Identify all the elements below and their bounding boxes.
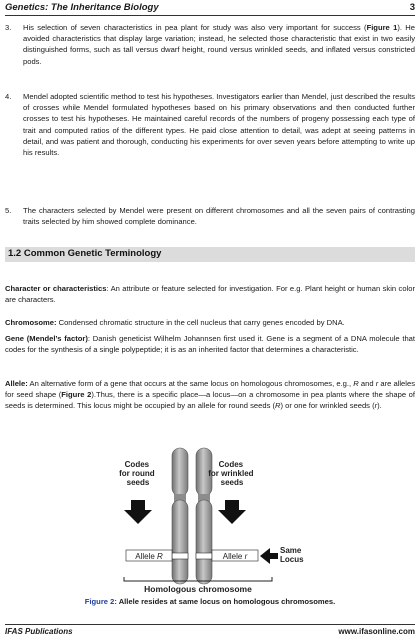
section-heading-bar: [5, 247, 415, 262]
list-item-4: [5, 91, 415, 158]
term-chromosome: [5, 317, 415, 328]
item-number: 4.: [5, 92, 12, 101]
item-text-part: ). He avoided characteristics that display large variation; instead, he selected those characteristic that exist in two easily distinguished forms, such as tall versus dwarf height, round versus wrinkled seeds, and inflated versus constricted pods.: [23, 23, 415, 66]
figure-caption: [5, 597, 415, 606]
allele-right-label: [223, 552, 248, 561]
header-title: Genetics: The Inheritance Biology: [5, 2, 159, 13]
term-definition: ) or one for wrinkled seeds (: [280, 401, 375, 411]
label-wrinkled-seeds: [208, 460, 256, 487]
caption-label: Figure 2:: [84, 597, 117, 606]
footer-website: www.ifasonline.com: [338, 627, 415, 636]
label-line: Same: [280, 546, 302, 555]
term-character: [5, 283, 415, 305]
arrow-down-right-icon: [218, 500, 246, 524]
arrow-left-icon: [260, 548, 278, 564]
allele-var: R: [353, 379, 359, 388]
section-title: 1.2 Common Genetic Terminology: [8, 248, 162, 259]
item-text: [23, 22, 415, 67]
label-line: seeds: [220, 478, 244, 487]
homologous-chromosome-label: Homologous chromosome: [144, 584, 252, 594]
list-item-5: [5, 205, 415, 227]
figure-2-reference: Figure 2: [61, 390, 92, 400]
label-line: Codes: [124, 460, 150, 469]
item-number: 5.: [5, 206, 12, 215]
label-line: Codes: [218, 460, 244, 469]
caption-text: Allele resides at same locus on homologous chromosomes.: [116, 597, 336, 606]
allele-var: r: [375, 379, 379, 388]
allele-left-label: [135, 552, 163, 561]
term-label: Character or characteristics: [5, 284, 107, 293]
item-number: 3.: [5, 23, 12, 32]
footer-publisher: IFAS Publications: [5, 627, 73, 636]
allele-word: Allele: [222, 552, 243, 561]
item-text: The characters selected by Mendel were present on different chromosomes and all the seven pairs of contrasting traits selected by him showed complete dominance.: [23, 206, 415, 227]
term-definition: and: [358, 379, 376, 388]
label-line: Locus: [280, 555, 304, 564]
term-definition: ).: [377, 401, 382, 411]
term-label: Chromosome:: [5, 318, 57, 327]
label-line: for wrinkled: [208, 469, 254, 478]
page-number: 3: [409, 2, 415, 13]
footer-rule: [5, 624, 415, 625]
list-item-3: [5, 22, 415, 67]
term-gene: [5, 333, 415, 355]
left-chromosome: [172, 448, 188, 584]
allele-var: R: [157, 552, 163, 561]
label-line: seeds: [126, 478, 150, 487]
arrow-down-left-icon: [124, 500, 152, 524]
term-definition: Condensed chromatic structure in the cell nucleus that carry genes encoded by DNA.: [56, 318, 345, 327]
item-text-part: His selection of seven characteristics in pea plant for study was also very important for success (: [23, 23, 367, 32]
term-definition: : An attribute or feature selected for investigation. For e.g. Plant height or human skin color are characters.: [5, 284, 415, 305]
page-header: [5, 2, 415, 15]
header-rule: [5, 15, 415, 16]
allele-var: r: [244, 552, 248, 561]
term-definition: ).Thus, there is a specific place—a locus—on a chromosome in pea plants where the shape of seeds is determined. This locus might be occupied by an allele for round seeds (: [5, 390, 415, 411]
label-line: for round: [119, 469, 155, 478]
figure-1-reference: Figure 1: [366, 23, 398, 32]
term-definition: are alleles for seed shape (: [5, 379, 415, 400]
allele-var: R: [275, 401, 281, 411]
label-round-seeds: [119, 460, 157, 487]
term-definition: : Danish geneticist Wilhelm Johannsen first used it. Gene is a segment of a DNA molecule that codes for the synthesis of a single polypeptide; it is as an inherited factor that determines a characteristic.: [5, 334, 416, 355]
term-label: Gene (Mendel’s factor): [5, 334, 88, 343]
allele-var: r: [374, 401, 378, 411]
item-text: Mendel adopted scientific method to test his hypotheses. Investigators earlier than Mendel, just described the results of crosses while Mendel formulated hypotheses based on his primary observations and then conducted further crosses to test his hypotheses. He maintained careful records of the numbers of progeny possessing each type of trait and computed ratios of the different types. He paid close attention to detail, was adept at seeing patterns in detail, and was patient and thorough, conducting his experiments for over seven years before attempting to write up his results.: [23, 92, 415, 158]
term-definition: An alternative form of a gene that occurs at the same locus on homologous chromosomes, e.g.,: [27, 379, 354, 388]
term-allele: [5, 378, 415, 412]
homologous-chromosome-figure: [100, 445, 320, 595]
term-label: Allele:: [5, 379, 28, 388]
allele-word: Allele: [135, 552, 155, 561]
same-locus-label: [280, 546, 304, 564]
